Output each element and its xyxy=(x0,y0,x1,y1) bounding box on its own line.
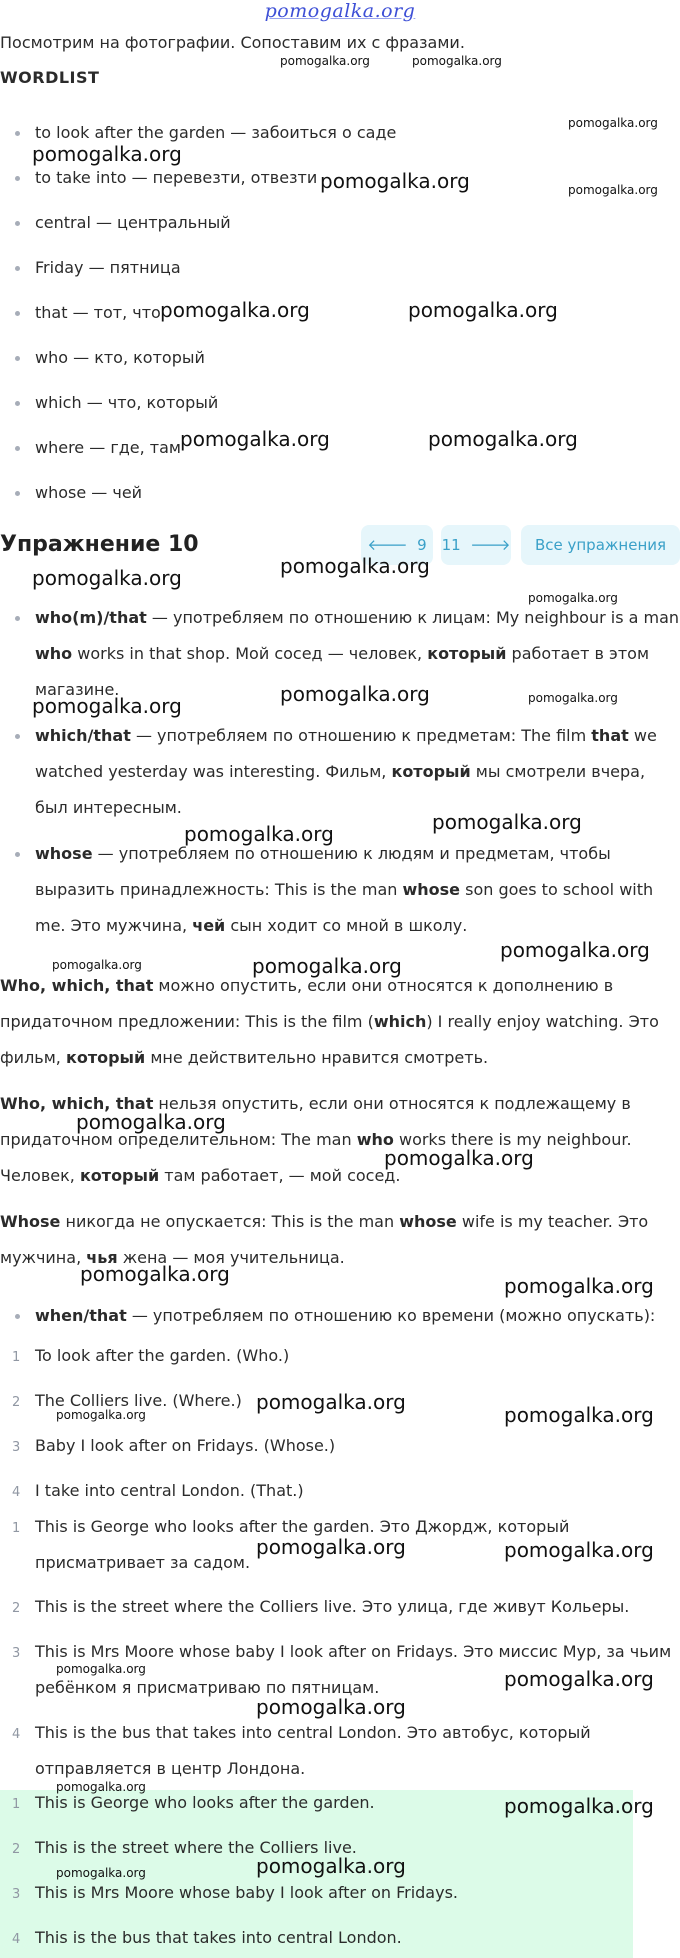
answer-number: 3 xyxy=(12,1887,21,1902)
wordlist-item: who — кто, который xyxy=(35,348,205,367)
watermark: pomogalka.org xyxy=(256,1695,406,1719)
answer-line: This is George who looks after the garden. Это Джордж, который xyxy=(35,1517,570,1536)
rule-text: мужчина, xyxy=(0,1248,87,1267)
rule-bold: who xyxy=(356,1130,394,1149)
rule-which-line1 xyxy=(35,718,657,754)
rule-which-line3: был интересным. xyxy=(35,798,182,817)
all-exercises-button[interactable]: Все упражнения xyxy=(521,525,680,565)
rule-bold: who xyxy=(35,644,73,663)
watermark: pomogalka.org xyxy=(256,1854,406,1878)
watermark: pomogalka.org xyxy=(52,958,142,972)
watermark: pomogalka.org xyxy=(184,822,334,846)
wordlist-item: to look after the garden — забоиться о саде xyxy=(35,123,397,142)
rule-text: придаточном предложении: This is the film ( xyxy=(0,1012,374,1031)
watermark: pomogalka.org xyxy=(80,1262,230,1286)
wordlist-item: that — тот, что xyxy=(35,303,161,322)
rule-who-line3: магазине. xyxy=(35,680,120,699)
watermark: pomogalka.org xyxy=(504,1274,654,1298)
rule-term: who(m)/that xyxy=(35,608,147,627)
rule-term: Who, which, that xyxy=(0,976,154,995)
bullet-dot xyxy=(15,616,20,621)
answer-line: This is the bus that takes into central London. Это автобус, который xyxy=(35,1723,591,1742)
bullet-dot xyxy=(15,356,20,361)
watermark: pomogalka.org xyxy=(280,682,430,706)
answer-number: 4 xyxy=(12,1727,21,1742)
rule-term: which/that xyxy=(35,726,131,745)
watermark: pomogalka.org xyxy=(280,54,370,68)
rule-text: — употребляем по отношению ко времени (можно опускать): xyxy=(126,1306,656,1325)
answer-number: 1 xyxy=(12,1797,21,1812)
watermark: pomogalka.org xyxy=(160,298,310,322)
rule-text: нельзя опустить, если они относятся к подлежащему в xyxy=(153,1094,631,1113)
rule-when-line1 xyxy=(35,1298,655,1334)
watermark: pomogalka.org xyxy=(56,1866,146,1880)
rule-bold: which xyxy=(373,1012,427,1031)
bullet-dot xyxy=(15,1314,20,1319)
watermark: pomogalka.org xyxy=(504,1403,654,1427)
rule-text: там работает, — мой сосед. xyxy=(159,1166,401,1185)
rule-whose-line3 xyxy=(35,908,467,944)
arrow-left-icon: 🡐 xyxy=(367,536,408,554)
watermark: pomogalka.org xyxy=(568,116,658,130)
rule-text: жена — моя учительница. xyxy=(117,1248,345,1267)
arrow-right-icon: 🡒 xyxy=(470,536,511,554)
rule-bold: whose xyxy=(402,880,461,899)
wordlist-item: which — что, который xyxy=(35,393,219,412)
rule-text: фильм, xyxy=(0,1048,66,1067)
answer-en-line: This is Mrs Moore whose baby I look after on Fridays. xyxy=(35,1883,458,1902)
answer-line: This is Mrs Moore whose baby I look after on Fridays. Это миссис Мур, за чьим xyxy=(35,1642,672,1661)
watermark: pomogalka.org xyxy=(56,1662,146,1676)
answer-number: 2 xyxy=(12,1842,21,1857)
rule-bold: чья xyxy=(86,1248,118,1267)
rule-text: выразить принадлежность: This is the man xyxy=(35,880,403,899)
bullet-dot xyxy=(15,401,20,406)
rule-text: — употребляем по отношению к лицам: My neighbour is a man xyxy=(146,608,680,627)
site-logo[interactable]: pomogalka.org xyxy=(264,0,416,22)
rule-text: son goes to school with xyxy=(460,880,654,899)
rule-bold: который xyxy=(79,1166,160,1185)
rule-text: сын ходит со мной в школу. xyxy=(225,916,468,935)
watermark: pomogalka.org xyxy=(504,1538,654,1562)
rule-bold: который xyxy=(427,644,507,663)
watermark: pomogalka.org xyxy=(32,694,182,718)
watermark: pomogalka.org xyxy=(256,1390,406,1414)
bullet-dot xyxy=(15,131,20,136)
task-number: 3 xyxy=(12,1440,21,1455)
watermark: pomogalka.org xyxy=(384,1146,534,1170)
rule-text: мне действительно нравится смотреть. xyxy=(145,1048,489,1067)
rule-text: никогда не опускается: This is the man xyxy=(60,1212,400,1231)
exercise-title: Упражнение 10 xyxy=(0,532,199,557)
watermark: pomogalka.org xyxy=(32,142,182,166)
task-item: To look after the garden. (Who.) xyxy=(35,1346,290,1365)
rule-text: можно опустить, если они относятся к дополнению в xyxy=(153,976,614,995)
rule-text: мы смотрели вчера, xyxy=(470,762,646,781)
wordlist-item: to take into — перевезти, отвезти xyxy=(35,168,318,187)
bullet-dot xyxy=(15,446,20,451)
wordlist-item: Friday — пятница xyxy=(35,258,181,277)
next-exercise-label: 11 xyxy=(441,536,461,554)
bullet-dot xyxy=(15,734,20,739)
watermark: pomogalka.org xyxy=(428,427,578,451)
watermark: pomogalka.org xyxy=(280,554,430,578)
rule-bold: который xyxy=(391,762,471,781)
no-omit-rule-line3 xyxy=(0,1158,400,1194)
watermark: pomogalka.org xyxy=(76,1110,226,1134)
rule-text: придаточном определительном: The man xyxy=(0,1130,357,1149)
rule-who-line1 xyxy=(35,600,679,636)
wordlist-item: whose — чей xyxy=(35,483,143,502)
watermark: pomogalka.org xyxy=(528,691,618,705)
task-item: Baby I look after on Fridays. (Whose.) xyxy=(35,1436,336,1455)
watermark: pomogalka.org xyxy=(528,591,618,605)
rule-term: whose xyxy=(35,844,93,863)
next-exercise-button[interactable] xyxy=(441,525,511,565)
omit-rule-line2 xyxy=(0,1004,659,1040)
answer-en-line: This is the street where the Colliers live. xyxy=(35,1838,357,1857)
bullet-dot xyxy=(15,176,20,181)
answer-en-line: This is the bus that takes into central London. xyxy=(35,1928,402,1947)
answer-number: 4 xyxy=(12,1932,21,1947)
rule-term: when/that xyxy=(35,1306,127,1325)
rule-which-line2 xyxy=(35,754,645,790)
rule-text: watched yesterday was interesting. Фильм, xyxy=(35,762,392,781)
task-number: 1 xyxy=(12,1350,21,1365)
rule-who-line2 xyxy=(35,636,649,672)
task-item: The Colliers live. (Where.) xyxy=(35,1391,242,1410)
rule-text: — употребляем по отношению к предметам: The film xyxy=(130,726,592,745)
rule-text: работает в этом xyxy=(506,644,650,663)
rule-bold: whose xyxy=(399,1212,457,1231)
rule-text: we xyxy=(628,726,657,745)
watermark: pomogalka.org xyxy=(180,427,330,451)
answer-line: ребёнком я присматриваю по пятницам. xyxy=(35,1678,380,1697)
task-item: I take into central London. (That.) xyxy=(35,1481,304,1500)
rule-text: me. Это мужчина, xyxy=(35,916,193,935)
watermark: pomogalka.org xyxy=(432,810,582,834)
bullet-dot xyxy=(15,266,20,271)
task-number: 2 xyxy=(12,1395,21,1410)
watermark: pomogalka.org xyxy=(56,1408,146,1422)
wordlist-item: where — где, там xyxy=(35,438,181,457)
answer-number: 2 xyxy=(12,1601,21,1616)
watermark: pomogalka.org xyxy=(568,183,658,197)
omit-rule-line3 xyxy=(0,1040,488,1076)
watermark: pomogalka.org xyxy=(252,954,402,978)
answer-number: 1 xyxy=(12,1521,21,1536)
rule-text: Человек, xyxy=(0,1166,80,1185)
answer-line: присматривает за садом. xyxy=(35,1553,251,1572)
bullet-dot xyxy=(15,221,20,226)
whose-rule-line1 xyxy=(0,1204,648,1240)
answer-line: отправляется в центр Лондона. xyxy=(35,1759,306,1778)
answer-en-line: This is George who looks after the garden. xyxy=(35,1793,375,1812)
watermark: pomogalka.org xyxy=(504,1794,654,1818)
answer-number: 3 xyxy=(12,1646,21,1661)
watermark: pomogalka.org xyxy=(504,1667,654,1691)
answer-line: This is the street where the Colliers live. Это улица, где живут Кольеры. xyxy=(35,1597,630,1616)
rule-bold: чей xyxy=(192,916,226,935)
bullet-dot xyxy=(15,311,20,316)
rule-text: — употребляем по отношению к людям и предметам, чтобы xyxy=(92,844,611,863)
intro-text: Посмотрим на фотографии. Сопоставим их с фразами. xyxy=(0,33,465,52)
task-number: 4 xyxy=(12,1485,21,1500)
watermark: pomogalka.org xyxy=(320,169,470,193)
bullet-dot xyxy=(15,491,20,496)
wordlist-item: central — центральный xyxy=(35,213,231,232)
rule-text: works in that shop. Мой сосед — человек, xyxy=(72,644,428,663)
rule-text: ) I really enjoy watching. Это xyxy=(426,1012,659,1031)
watermark: pomogalka.org xyxy=(412,54,502,68)
prev-exercise-label: 9 xyxy=(417,536,427,554)
watermark: pomogalka.org xyxy=(56,1780,146,1794)
rule-term: Who, which, that xyxy=(0,1094,154,1113)
watermark: pomogalka.org xyxy=(256,1535,406,1559)
rule-bold: который xyxy=(65,1048,146,1067)
wordlist-heading: WORDLIST xyxy=(0,68,100,87)
rule-term: Whose xyxy=(0,1212,61,1231)
rule-text: wife is my teacher. Это xyxy=(456,1212,649,1231)
rule-bold: that xyxy=(591,726,629,745)
rule-text: works there is my neighbour. xyxy=(393,1130,632,1149)
watermark: pomogalka.org xyxy=(32,566,182,590)
rule-whose-line2 xyxy=(35,872,653,908)
bullet-dot xyxy=(15,852,20,857)
watermark: pomogalka.org xyxy=(408,298,558,322)
watermark: pomogalka.org xyxy=(500,938,650,962)
